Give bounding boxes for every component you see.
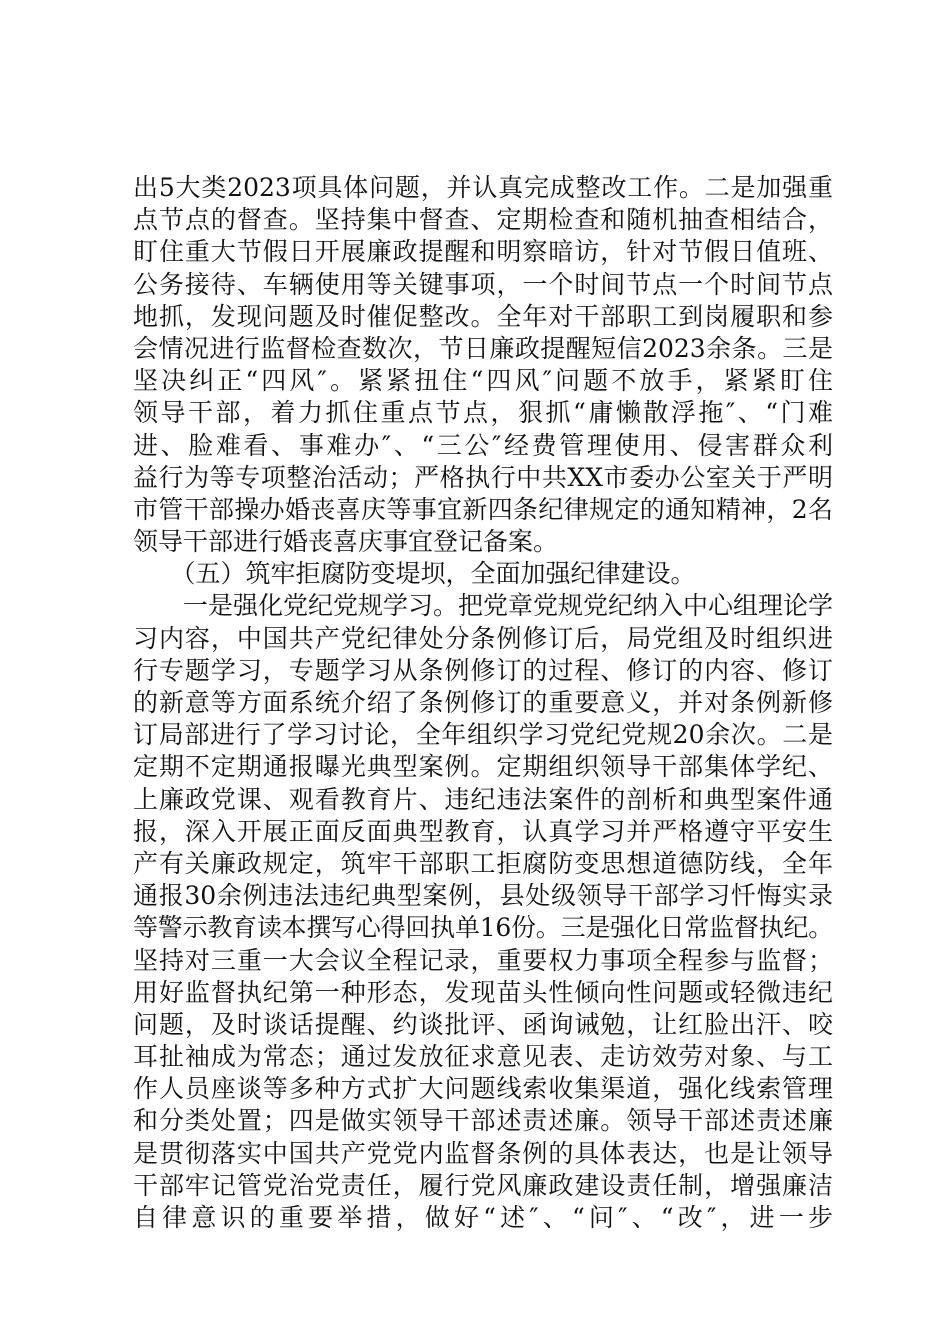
text-line: 的新意等方面系统介绍了条例修订的重要意义，并对条例新修 bbox=[133, 688, 833, 717]
text-line: 坚决纠正“四风″。紧紧扭住“四风″问题不放手，紧紧盯住 bbox=[133, 366, 833, 396]
text-line: 坚持对三重一大会议全程记录，重要权力事项全程参与监督； bbox=[133, 945, 833, 975]
text-line: 产有关廉政规定，筑牢干部职工拒腐防变思想道德防线，全年 bbox=[133, 848, 833, 878]
text-line: 出5大类2023项具体问题，并认真完成整改工作。二是加强重 bbox=[133, 173, 833, 202]
text-line: 一是强化党纪党规学习。把党章党规党纪纳入中心组理论学 bbox=[133, 591, 834, 621]
text-line: 点节点的督查。坚持集中督查、定期检查和随机抽查相结合， bbox=[133, 205, 833, 235]
text-line: 等警示教育读本撰写心得回执单16份。三是强化日常监督执纪。 bbox=[133, 913, 833, 943]
text-line: 和分类处置；四是做实领导干部述责述廉。领导干部述责述廉 bbox=[133, 1106, 833, 1136]
text-line: 订局部进行了学习讨论，全年组织学习党纪党规20余次。二是 bbox=[133, 720, 833, 750]
text-line: 公务接待、车辆使用等关键事项，一个时间节点一个时间节点 bbox=[133, 269, 833, 299]
text-line: 耳扯袖成为常态；通过发放征求意见表、走访效劳对象、与工 bbox=[133, 1042, 833, 1072]
text-line: 作人员座谈等多种方式扩大问题线索收集渠道，强化线索管理 bbox=[133, 1074, 833, 1104]
text-line: 问题，及时谈话提醒、约谈批评、函询诫勉，让红脸出汗、咬 bbox=[133, 1009, 833, 1039]
text-line: 益行为等专项整治活动；严格执行中共XX市委办公室关于严明 bbox=[133, 462, 833, 492]
text-line: 报，深入开展正面反面典型教育，认真学习并严格遵守平安生 bbox=[133, 816, 833, 846]
text-line: 领导干部进行婚丧喜庆事宜登记备案。 bbox=[133, 527, 559, 557]
text-line: 盯住重大节假日开展廉政提醒和明察暗访，针对节假日值班、 bbox=[133, 237, 833, 267]
text-line: 进、脸难看、事难办″、“三公″经费管理使用、侵害群众利 bbox=[133, 430, 833, 460]
text-line: 用好监督执纪第一种形态，发现苗头性倾向性问题或轻微违纪 bbox=[133, 977, 833, 1007]
text-line: 定期不定期通报曝光典型案例。定期组织领导干部集体学纪、 bbox=[133, 752, 833, 782]
text-line: 行专题学习，专题学习从条例修订的过程、修订的内容、修订 bbox=[133, 655, 833, 685]
text-line: 领导干部，着力抓住重点节点，狠抓“庸懒散浮拖″、“门难 bbox=[133, 398, 833, 428]
text-line: 通报30余例违法违纪典型案例，县处级领导干部学习忏悔实录 bbox=[133, 881, 833, 911]
text-line: 是贯彻落实中国共产党党内监督条例的具体表达，也是让领导 bbox=[133, 1138, 833, 1168]
text-line: 地抓，发现问题及时催促整改。全年对干部职工到岗履职和参 bbox=[133, 301, 833, 331]
text-line: （五）筑牢拒腐防变堤坝，全面加强纪律建设。 bbox=[133, 559, 696, 589]
text-line: 上廉政党课、观看教育片、违纪违法案件的剖析和典型案件通 bbox=[133, 784, 833, 814]
text-line: 市管干部操办婚丧喜庆等事宜新四条纪律规定的通知精神，2名 bbox=[133, 494, 833, 524]
text-line: 自律意识的重要举措，做好“述″、“问″、“改″，进一步 bbox=[133, 1203, 833, 1232]
body-text bbox=[133, 172, 833, 1234]
text-line: 干部牢记管党治党责任，履行党风廉政建设责任制，增强廉洁 bbox=[133, 1170, 833, 1200]
text-line: 习内容，中国共产党纪律处分条例修订后，局党组及时组织进 bbox=[133, 623, 833, 653]
text-line: 会情况进行监督检查数次，节日廉政提醒短信2023余条。三是 bbox=[133, 333, 833, 363]
